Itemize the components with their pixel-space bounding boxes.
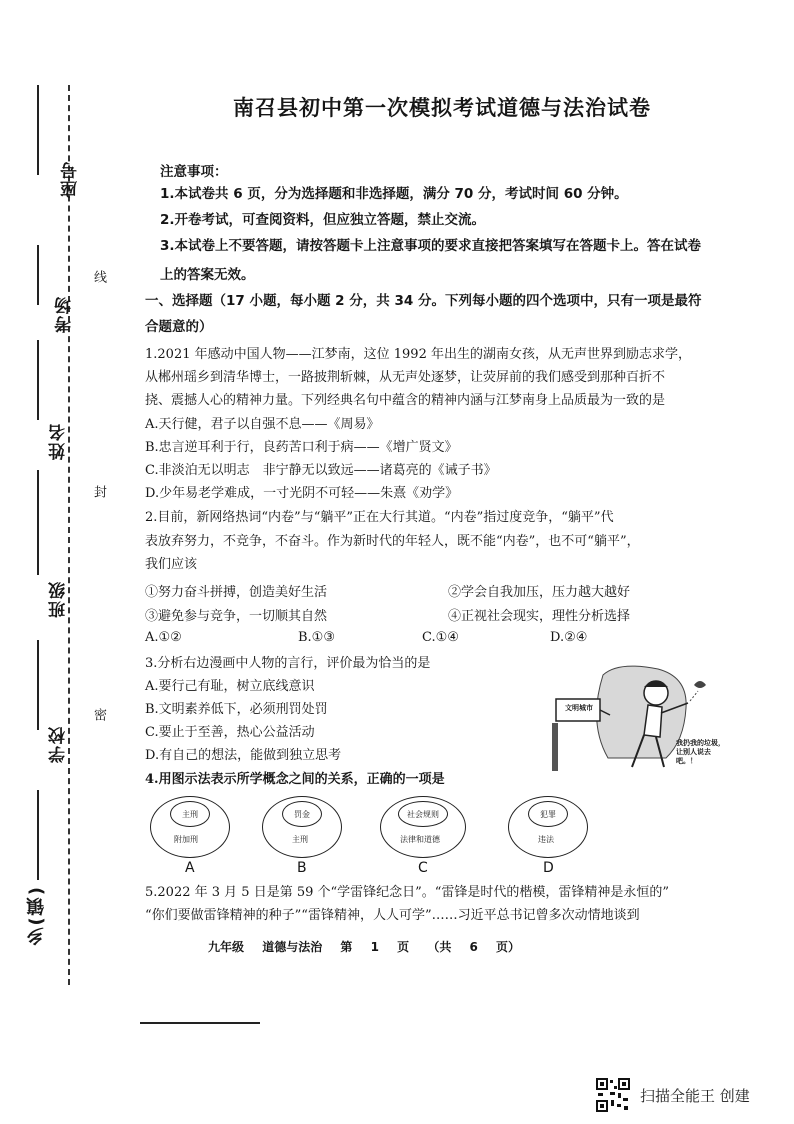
notice-item: 上的答案无效。 (160, 267, 255, 283)
q4-diagram-letter: B (297, 860, 307, 876)
q1-option-d: D.少年易老学难成，一寸光阴不可轻——朱熹《劝学》 (145, 486, 459, 501)
outer-circle-label: 违法 (538, 835, 554, 844)
q3-option-c: C.要止于至善，热心公益活动 (145, 725, 315, 740)
q4-diagram-letter: A (185, 860, 195, 876)
outer-circle-label: 附加刑 (174, 835, 198, 844)
name-label: 姓名 (49, 422, 69, 460)
notice-item: 3.本试卷上不要答题，请按答题卡上注意事项的要求直接把答案填写在答题卡上。答在试卷 (160, 238, 702, 254)
seat-number-label: 座号 (61, 160, 81, 198)
q2-stem: 表放弃努力，不竞争，不奋斗。作为新时代的年轻人，既不能“内卷”，也不可“躺平”， (145, 534, 640, 549)
school-label: 学校 (49, 725, 69, 763)
footer-grade: 九年级 (208, 940, 245, 954)
q3-option-d: D.有自己的想法，能做到独立思考 (145, 748, 342, 763)
outer-circle-label: 主刑 (292, 835, 308, 844)
school-blank (37, 640, 39, 730)
class-blank (37, 470, 39, 575)
q2-stem: 我们应该 (145, 557, 198, 572)
township-label: 乡(镇) (26, 885, 47, 946)
q3-cartoon (548, 663, 728, 778)
q2-option-c: C.①④ (422, 630, 459, 645)
inner-circle-label: 犯罪 (528, 801, 568, 827)
q5-stem: “你们要做雷锋精神的种子”“雷锋精神，人人可学”……习近平总书记曾多次动情地谈到 (145, 908, 640, 923)
binding-dashed-line (68, 85, 70, 985)
q4-diagram-a (150, 796, 230, 858)
outer-circle-label: 法律和道德 (400, 835, 440, 844)
q3-option-a: A.要行己有耻，树立底线意识 (145, 679, 315, 694)
watermark-text: 扫描全能王 创建 (640, 1087, 750, 1105)
seal-char-feng: 封 (91, 485, 106, 498)
notice-item: 2.开卷考试，可查阅资料，但应独立答题，禁止交流。 (160, 212, 486, 228)
footer-page: 第 1 页 (340, 940, 410, 954)
q4-diagram-d (508, 796, 588, 858)
class-label: 班级 (49, 580, 69, 618)
exam-room-label: 考场 (55, 295, 75, 333)
footer-subject: 道德与法治 (262, 940, 323, 954)
q2-option-a: A.①② (145, 630, 182, 645)
q4-stem: 4.用图示法表示所学概念之间的关系，正确的一项是 (145, 772, 445, 787)
page-footer (208, 938, 520, 955)
q5-stem: 5.2022 年 3 月 5 日是第 59 个“学雷锋纪念日”。“雷锋是时代的楷模，雷锋精神是永恒的” (145, 885, 670, 900)
q1-stem: 从郴州瑶乡到清华博士，一路披荆斩棘，从无声处逐梦，让荧屏前的我们感受到那种百折不 (145, 370, 666, 385)
bottom-rule (140, 1022, 260, 1024)
q4-diagram-b (262, 796, 342, 858)
cartoon-caption: 我扔我的垃圾，让别人说去吧。！ (676, 739, 725, 765)
q3-stem: 3.分析右边漫画中人物的言行，评价最为恰当的是 (145, 656, 431, 671)
q3-option-b: B.文明素养低下，必须刑罚处罚 (145, 702, 328, 717)
q2-item-3: ③避免参与竞争，一切顺其自然 (145, 609, 328, 624)
q2-item-1: ①努力奋斗拼搏，创造美好生活 (145, 585, 328, 600)
q2-item-2: ②学会自我加压，压力越大越好 (448, 585, 631, 600)
q4-diagram-letter: D (543, 860, 554, 876)
inner-circle-label: 主刑 (170, 801, 210, 827)
q1-stem: 1.2021 年感动中国人物——江梦南，这位 1992 年出生的湖南女孩，从无声世界到励志求学， (145, 347, 691, 362)
section-heading-cont: 合题意的） (145, 319, 213, 335)
q1-option-a: A.天行健，君子以自强不息——《周易》 (145, 417, 380, 432)
q4-diagram-letter: C (418, 860, 428, 876)
q2-option-b: B.①③ (298, 630, 335, 645)
q2-item-4: ④正视社会现实，理性分析选择 (448, 609, 631, 624)
inner-circle-label: 罚金 (282, 801, 322, 827)
seal-char-xian: 线 (91, 270, 106, 283)
seal-char-mi: 密 (91, 708, 106, 721)
notice-heading: 注意事项： (160, 164, 228, 180)
section-heading: 一、选择题（17 小题，每小题 2 分，共 34 分。下列每小题的四个选项中，只有一项是最符 (145, 293, 702, 309)
exam-room-blank (37, 245, 39, 305)
name-blank (37, 340, 39, 420)
q1-option-b: B.忠言逆耳利于行，良药苦口利于病——《增广贤文》 (145, 440, 458, 455)
township-blank (37, 790, 39, 880)
qr-code-icon (596, 1078, 630, 1112)
footer-total: （共 6 页） (427, 940, 521, 954)
inner-circle-label: 社会规则 (398, 801, 448, 827)
q4-diagram-c (380, 796, 466, 858)
q1-stem: 挠、震撼人心的精神力量。下列经典名句中蕴含的精神内涵与江梦南身上品质最为一致的是 (145, 393, 666, 408)
q1-option-c: C.非淡泊无以明志 非宁静无以致远——诸葛亮的《诫子书》 (145, 463, 497, 478)
q2-stem: 2.目前，新网络热词“内卷”与“躺平”正在大行其道。“内卷”指过度竞争，“躺平”代 (145, 510, 614, 525)
cartoon-sign-text: 文明城市 (565, 704, 593, 712)
q2-option-d: D.②④ (550, 630, 588, 645)
notice-item: 1.本试卷共 6 页，分为选择题和非选择题，满分 70 分，考试时间 60 分钟。 (160, 186, 628, 202)
page-title: 南召县初中第一次模拟考试道德与法治试卷 (233, 96, 651, 120)
